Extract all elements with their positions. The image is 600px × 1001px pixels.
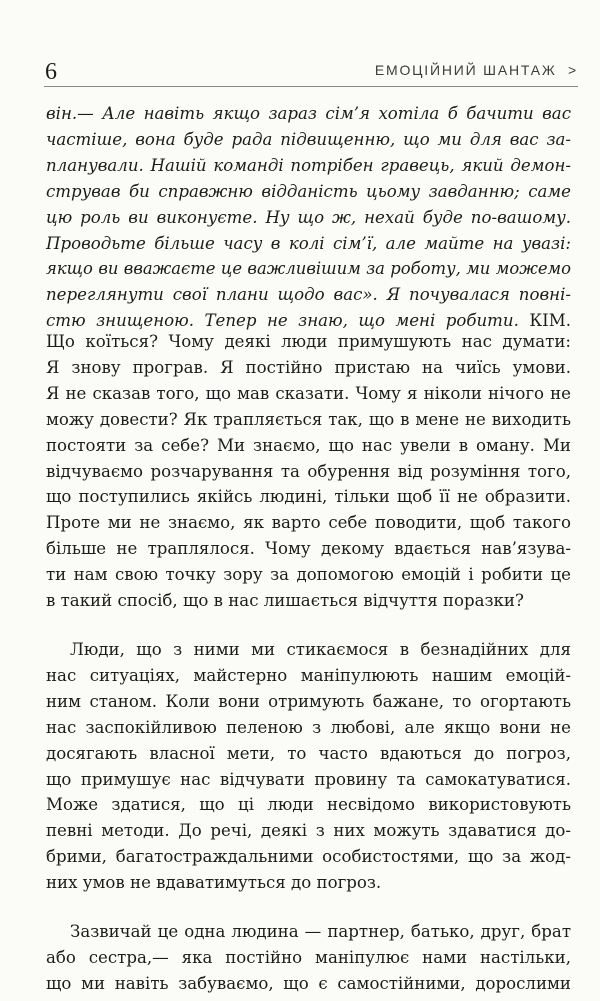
text-line: Може здатися, що ці люди несвідомо використовують (46, 795, 571, 815)
text-line: досягають власної мети, то часто вдаються до погроз, (46, 743, 571, 763)
running-title (375, 62, 578, 78)
text-line: стрував би справжню відданість цьому завданню; саме (46, 181, 571, 201)
text-line: що поступились якійсь людині, тільки щоб її не образити. (46, 487, 571, 507)
body-paragraph (46, 637, 571, 896)
page-header (44, 58, 578, 87)
text-line: в такий спосіб, що в нас лишається відчуття поразки? (46, 591, 524, 611)
text-line: Люди, що з ними ми стикаємося в безнадійних для (70, 640, 571, 659)
text-line: Проводьте більше часу в колі сім’ї, але майте на увазі: (46, 233, 571, 253)
text-line: брими, багатостраждальними особистостями, що за жод- (46, 847, 571, 867)
text-line: що ми навіть забуваємо, що є самостійними, дорослими (46, 973, 571, 993)
text-line: Що коїться? Чому деякі люди примушують нас думати: (46, 332, 571, 351)
text-line: більше не траплялося. Чому декому вдається нав’язува- (46, 539, 571, 559)
text-line: постояти за себе? Ми знаємо, що нас увели в оману. Ми (46, 435, 571, 455)
running-title-text: ЕМОЦІЙНИЙ ШАНТАЖ (374, 62, 557, 78)
quote-paragraph (46, 101, 571, 334)
text-line: Зазвичай це одна людина — партнер, батько, друг, брат (70, 922, 571, 941)
text-line: певні методи. До речі, деякі з них можуть здаватися до- (46, 821, 571, 841)
text-line: цю роль ви виконуєте. Ну що ж, нехай буде по-вашому. (46, 207, 571, 227)
text-line: що примушує нас відчувати провину та самокатуватися. (46, 769, 571, 789)
text-line: відчуваємо розчарування та обурення від розуміння того, (46, 461, 571, 481)
text-line: або сестра,— яка постійно маніпулює нами настільки, (46, 947, 571, 967)
chevron-right-icon: > (568, 62, 578, 78)
text-line: переглянути свої плани щодо вас». Я почувалася повні- (46, 285, 571, 305)
text-line: частіше, вона буде рада підвищенню, що ми для вас за- (46, 129, 571, 149)
text-line: якщо ви вважаєте це важливішим за роботу, ми можемо (46, 259, 571, 279)
text-line: ти нам свою точку зору за допомогою емоцій і робити це (46, 565, 571, 585)
text-line: ним станом. Коли вони отримують бажане, то огортають (46, 691, 571, 711)
text-line: можу довести? Як трапляється так, що в мене не виходить (46, 409, 571, 429)
text-line: нас ситуаціях, майстерно маніпулюють нашим емоцій- (46, 665, 571, 685)
text-line: нас заспокійливою пеленою з любові, але якщо вони не (46, 717, 571, 737)
text-line: планували. Нашій команді потрібен гравець, який демон- (46, 155, 571, 175)
quote-final-text: стю знищеною. Тепер не знаю, що мені робити. (46, 311, 519, 331)
text-line: Проте ми не знаємо, як варто себе поводити, щоб такого (46, 513, 571, 533)
body-paragraph (46, 919, 571, 997)
text-line: він.— Але навіть якщо зараз сім’я хотіла б бачити вас (46, 104, 571, 123)
quote-signature: КІМ. (529, 311, 571, 331)
text-line: Я знову програв. Я постійно пристаю на чиїсь умови. (46, 357, 571, 377)
text-line: Я не сказав того, що мав сказати. Чому я ніколи нічого не (46, 383, 571, 403)
text-line: них умов не вдаватимуться до погроз. (46, 873, 382, 893)
body-paragraph (46, 329, 571, 614)
page-number: 6 (45, 59, 57, 85)
